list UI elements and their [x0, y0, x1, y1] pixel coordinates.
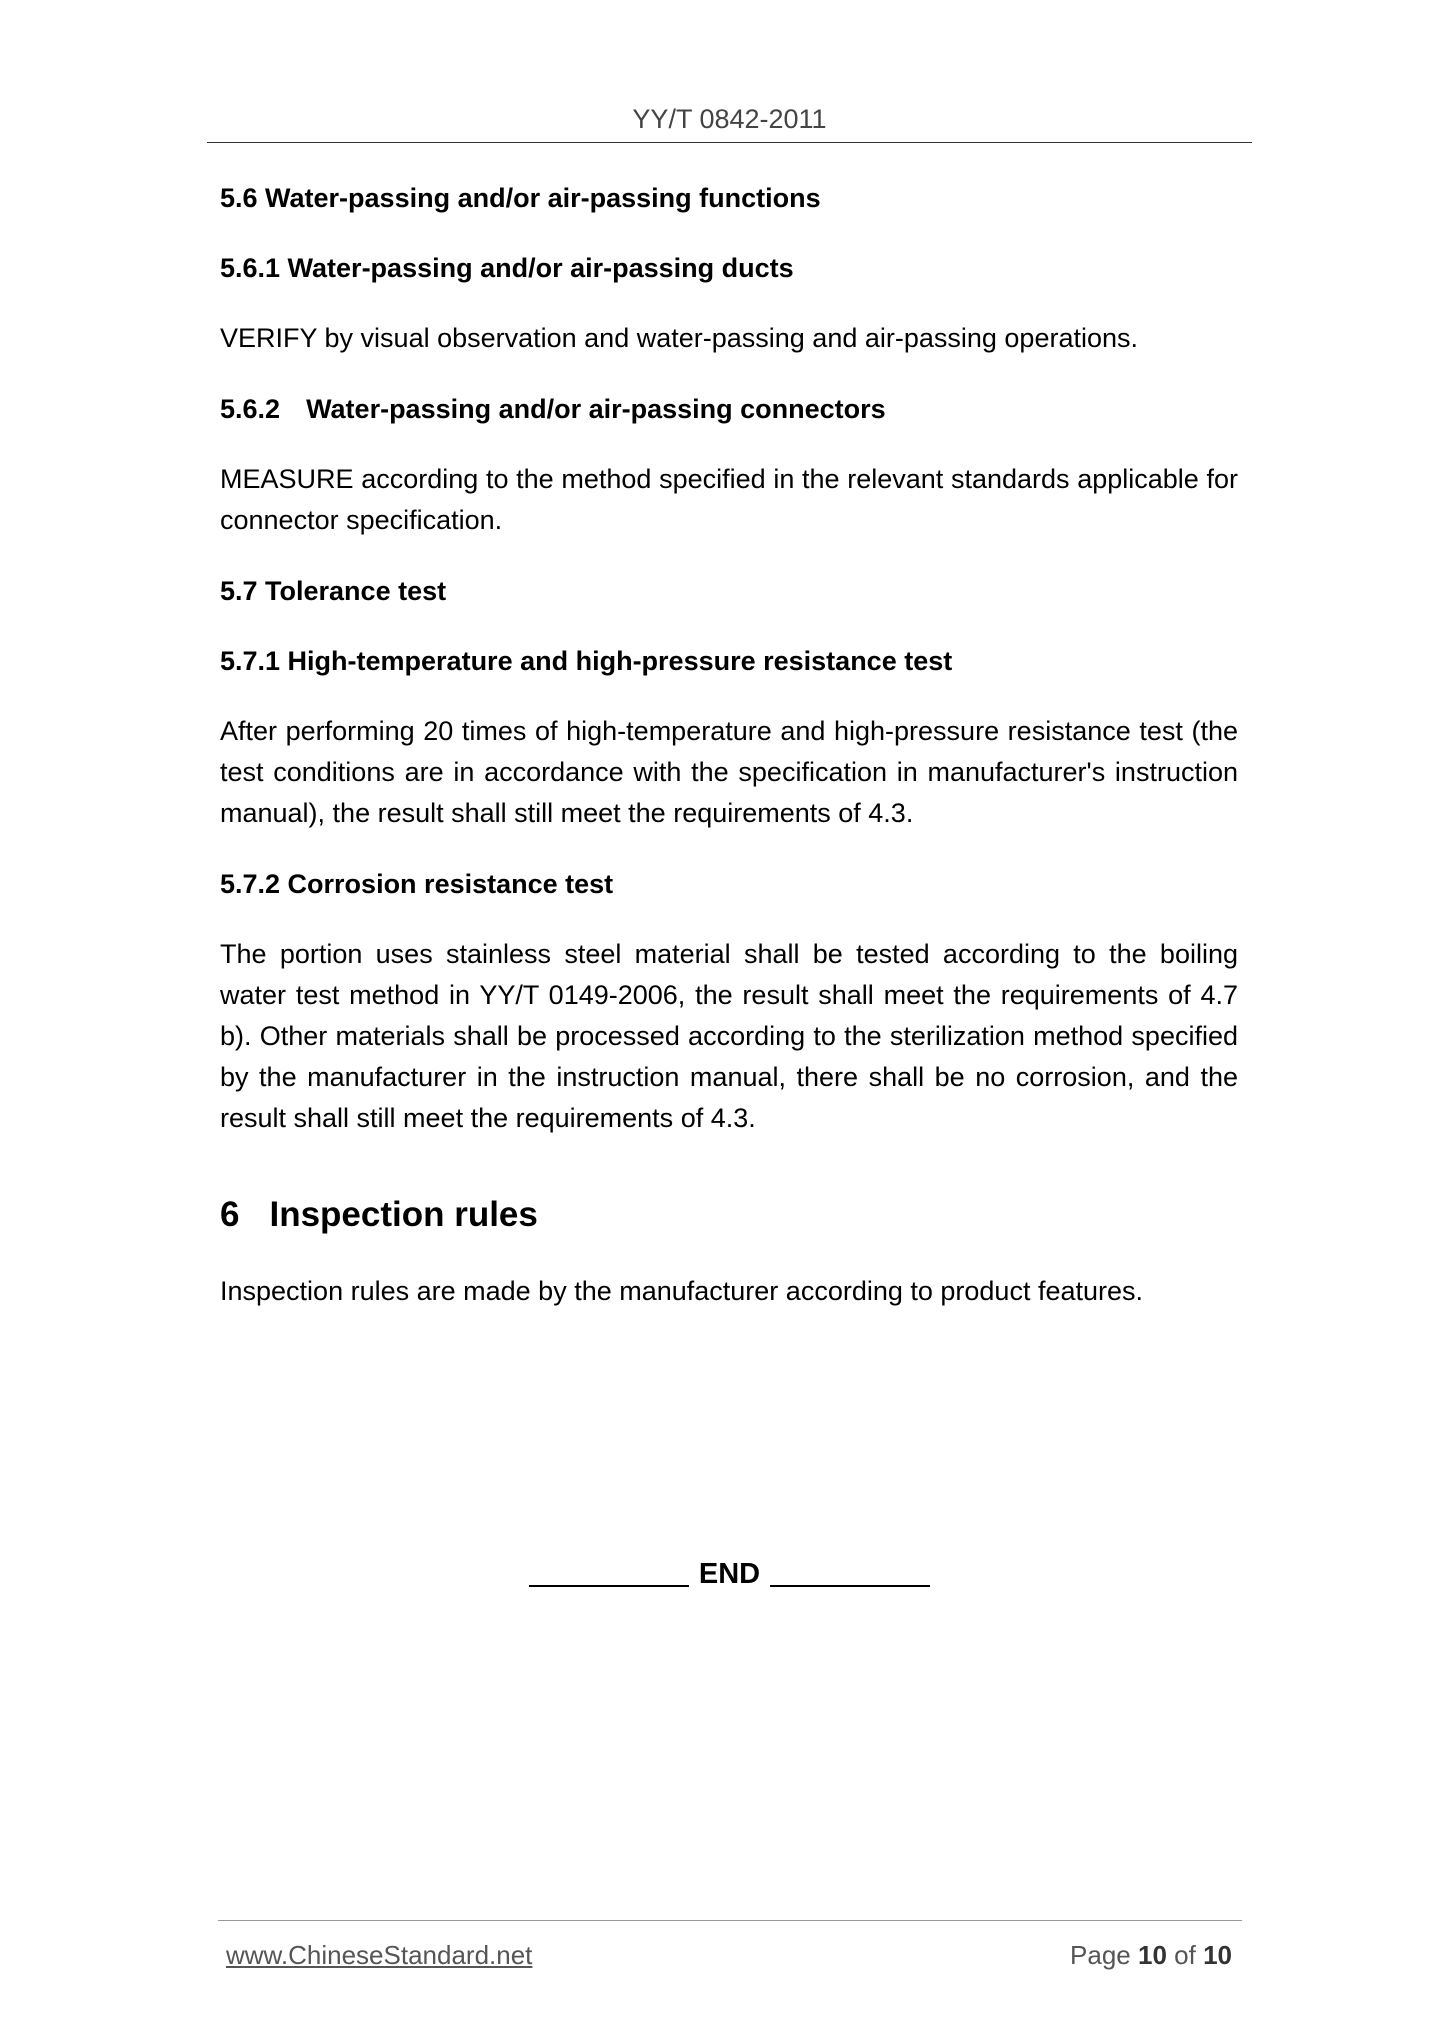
section-5-6-1-heading: 5.6.1 Water-passing and/or air-passing ducts: [220, 253, 794, 283]
section-5-7-1-body: After performing 20 times of high-temperature and high-pressure resistance test (the test conditions are in accordance with the specification in manufacturer's instruction manual), the result shall still meet the requirements of 4.3.: [220, 716, 1238, 828]
section-6-title: Inspection rules: [269, 1195, 538, 1234]
section-5-6-2-title: Water-passing and/or air-passing connectors: [306, 394, 886, 424]
header-divider: [207, 142, 1252, 143]
section-5-6-heading: 5.6 Water-passing and/or air-passing functions: [220, 183, 821, 213]
footer-divider: [218, 1920, 1242, 1921]
section-5-6-2-heading: [220, 389, 1238, 429]
section-6-number: 6: [220, 1195, 240, 1234]
footer-page-number: [1070, 1940, 1232, 1971]
document-body: [220, 178, 1238, 1342]
section-5-6-2-body: MEASURE according to the method specified in the relevant standards applicable for connector specification.: [220, 464, 1238, 535]
document-code-header: YY/T 0842-2011: [632, 104, 827, 134]
end-marker-text: END: [698, 1558, 761, 1590]
page-prefix: Page: [1070, 1940, 1131, 1970]
section-6-body: Inspection rules are made by the manufacturer according to product features.: [220, 1276, 1144, 1306]
section-6-heading: [220, 1191, 1238, 1239]
page-total: 10: [1203, 1940, 1232, 1970]
section-5-7-1-heading: 5.7.1 High-temperature and high-pressure resistance test: [220, 646, 953, 676]
end-rule-right: [770, 1585, 930, 1587]
end-marker: [207, 1558, 1252, 1591]
section-5-7-heading: 5.7 Tolerance test: [220, 576, 447, 606]
page-current: 10: [1138, 1940, 1167, 1970]
page-of: of: [1174, 1940, 1196, 1970]
section-5-6-2-number: 5.6.2: [220, 394, 281, 424]
section-5-7-2-heading: 5.7.2 Corrosion resistance test: [220, 869, 614, 899]
section-5-6-1-body: VERIFY by visual observation and water-passing and air-passing operations.: [220, 323, 1138, 353]
end-rule-left: [529, 1585, 689, 1587]
footer-website-link[interactable]: www.ChineseStandard.net: [226, 1940, 533, 1970]
section-5-7-2-body: The portion uses stainless steel material shall be tested according to the boiling water test method in YY/T 0149-2006, the result shall meet the requirements of 4.7 b). Other materials shall be processed according to the sterilization method specified by the manufacturer in the instruction manual, there shall be no corrosion, and the result shall still meet the requirements of 4.3.: [220, 939, 1238, 1133]
